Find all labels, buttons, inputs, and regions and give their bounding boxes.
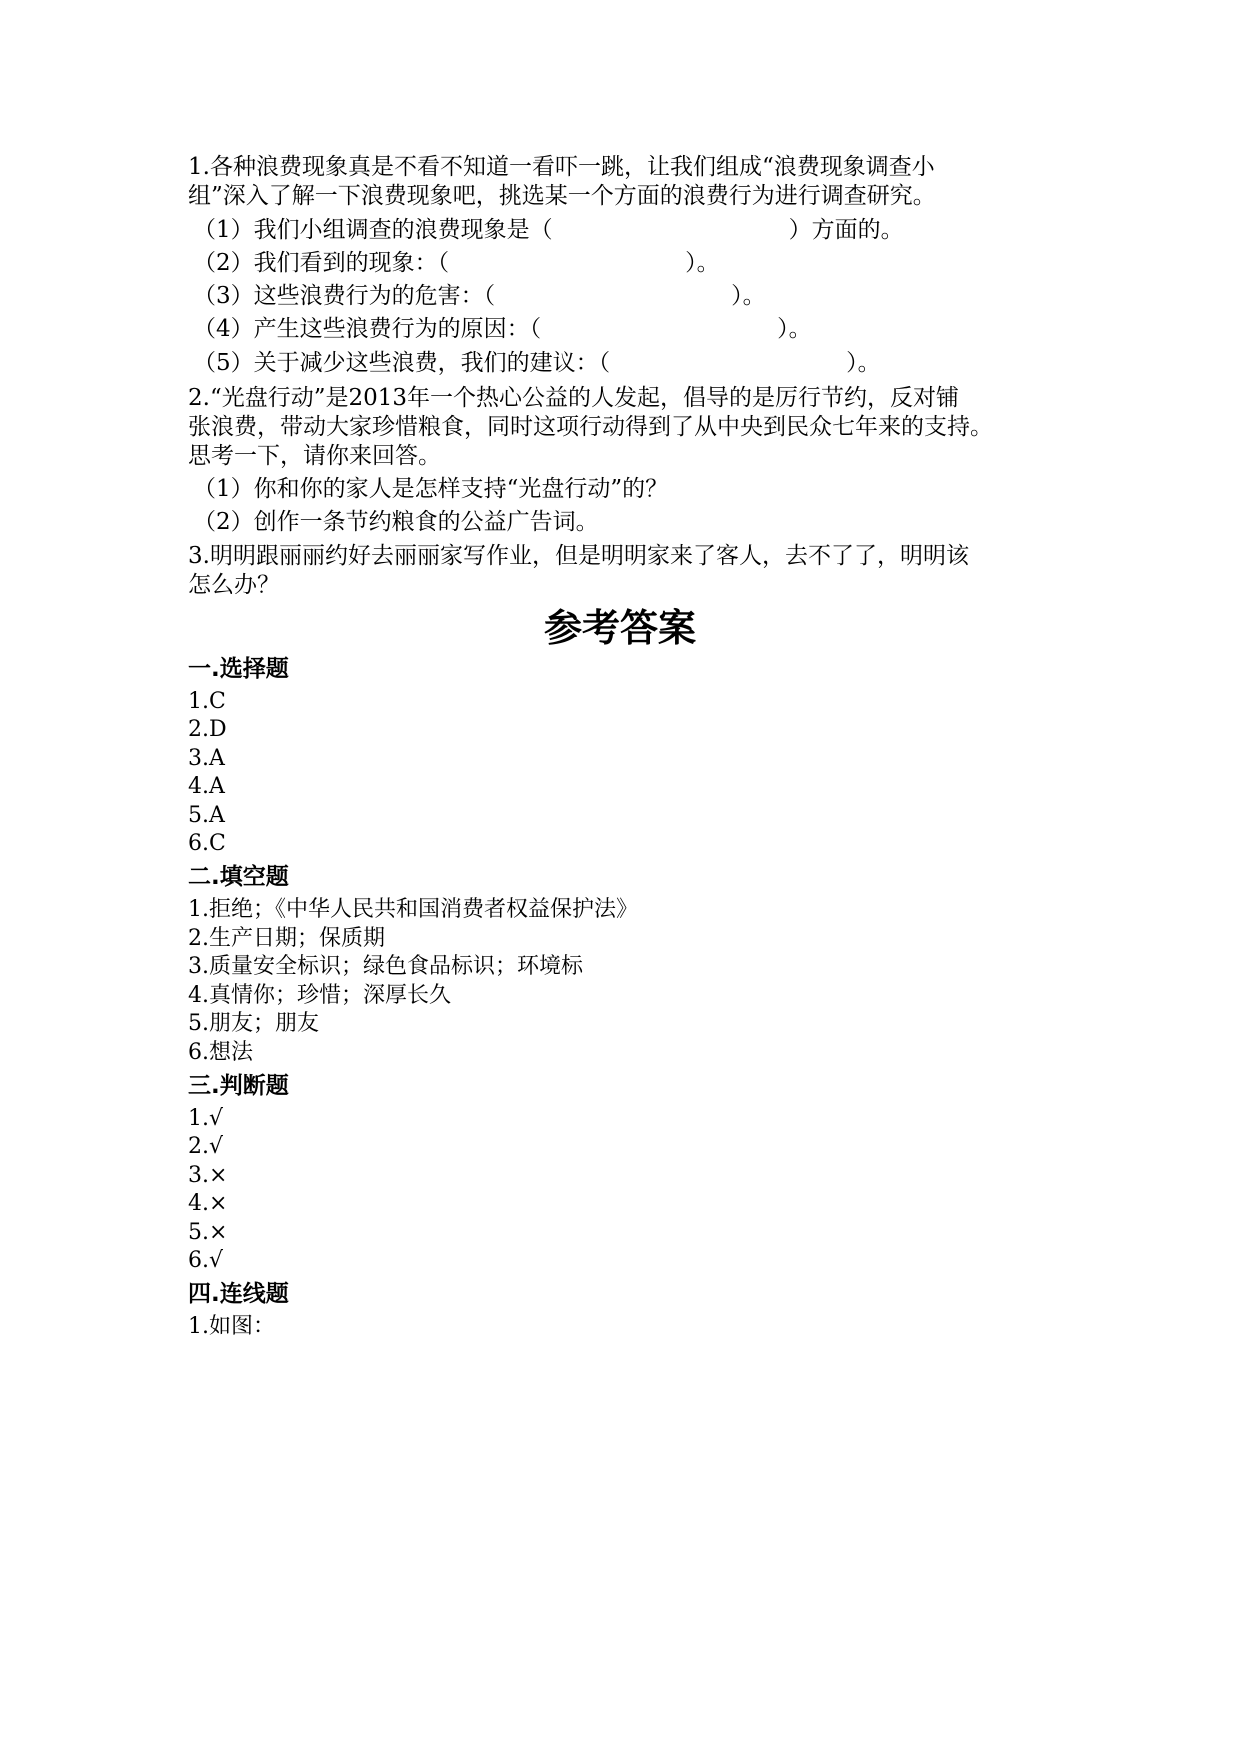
answer-item: 1.如图： <box>188 1314 275 1339</box>
answer-item: 5.朋友；朋友 <box>188 1011 319 1036</box>
answer-item: 3.× <box>188 1163 228 1188</box>
answer-item: 6.C <box>188 831 226 856</box>
question-1-line-1: 1.各种浪费现象真是不看不知道一看吓一跳，让我们组成“浪费现象调查小 <box>188 154 935 180</box>
question-2-line-1: 2.“光盘行动”是2013年一个热心公益的人发起，倡导的是厉行节约，反对铺 <box>188 385 959 411</box>
part-text: （4）产生这些浪费行为的原因：（ <box>193 316 542 342</box>
part-text: （1）我们小组调查的浪费现象是（ <box>193 217 553 243</box>
answer-item: 4.× <box>188 1191 228 1216</box>
question-1-part-4 <box>193 314 812 344</box>
answer-item: 6.想法 <box>188 1040 253 1065</box>
section-heading-choice: 一.选择题 <box>188 656 289 682</box>
part-text: ）。 <box>685 250 720 276</box>
section-heading-matching: 四.连线题 <box>188 1281 289 1307</box>
answer-item: 3.质量安全标识；绿色食品标识；环境标 <box>188 954 583 979</box>
answer-item: 4.真情你；珍惜；深厚长久 <box>188 983 451 1008</box>
question-1-line-2: 组”深入了解一下浪费现象吧，挑选某一个方面的浪费行为进行调查研究。 <box>188 183 936 209</box>
question-2-line-2: 张浪费，带动大家珍惜粮食，同时这项行动得到了从中央到民众七年来的支持。 <box>188 414 993 440</box>
part-text: （2）我们看到的现象：（ <box>193 250 450 276</box>
answer-item: 1.√ <box>188 1106 224 1131</box>
part-text: ）。 <box>777 316 812 342</box>
part-text: （3）这些浪费行为的危害：（ <box>193 283 496 309</box>
question-1-part-2 <box>193 248 720 278</box>
section-heading-judge: 三.判断题 <box>188 1073 289 1099</box>
answer-item: 5.× <box>188 1220 228 1245</box>
section-heading-fill: 二.填空题 <box>188 864 289 890</box>
answer-item: 4.A <box>188 774 225 799</box>
question-1-part-5 <box>193 348 881 378</box>
part-text: （5）关于减少这些浪费，我们的建议：（ <box>193 350 611 376</box>
answers-title: 参考答案 <box>543 606 696 650</box>
answer-item: 2.D <box>188 717 227 742</box>
answer-item: 3.A <box>188 746 225 771</box>
answer-item: 1.拒绝；《中华人民共和国消费者权益保护法》 <box>188 897 638 922</box>
question-2-part-2: （2）创作一条节约粮食的公益广告词。 <box>193 509 599 535</box>
question-2-line-3: 思考一下，请你来回答。 <box>188 443 441 469</box>
answer-item: 2.生产日期；保质期 <box>188 926 385 951</box>
answer-item: 6.√ <box>188 1248 224 1273</box>
part-text: ）。 <box>731 283 766 309</box>
answer-item: 1.C <box>188 689 226 714</box>
part-text: ）方面的。 <box>788 217 904 243</box>
question-3-line-1: 3.明明跟丽丽约好去丽丽家写作业，但是明明家来了客人，去不了了，明明该 <box>188 543 969 569</box>
question-2-part-1: （1）你和你的家人是怎样支持“光盘行动”的？ <box>193 476 669 502</box>
answer-item: 2.√ <box>188 1134 224 1159</box>
question-3-line-2: 怎么办？ <box>188 572 280 598</box>
question-1-part-3 <box>193 281 766 311</box>
part-text: ）。 <box>846 350 881 376</box>
question-1-part-1 <box>193 215 904 245</box>
answer-item: 5.A <box>188 803 225 828</box>
